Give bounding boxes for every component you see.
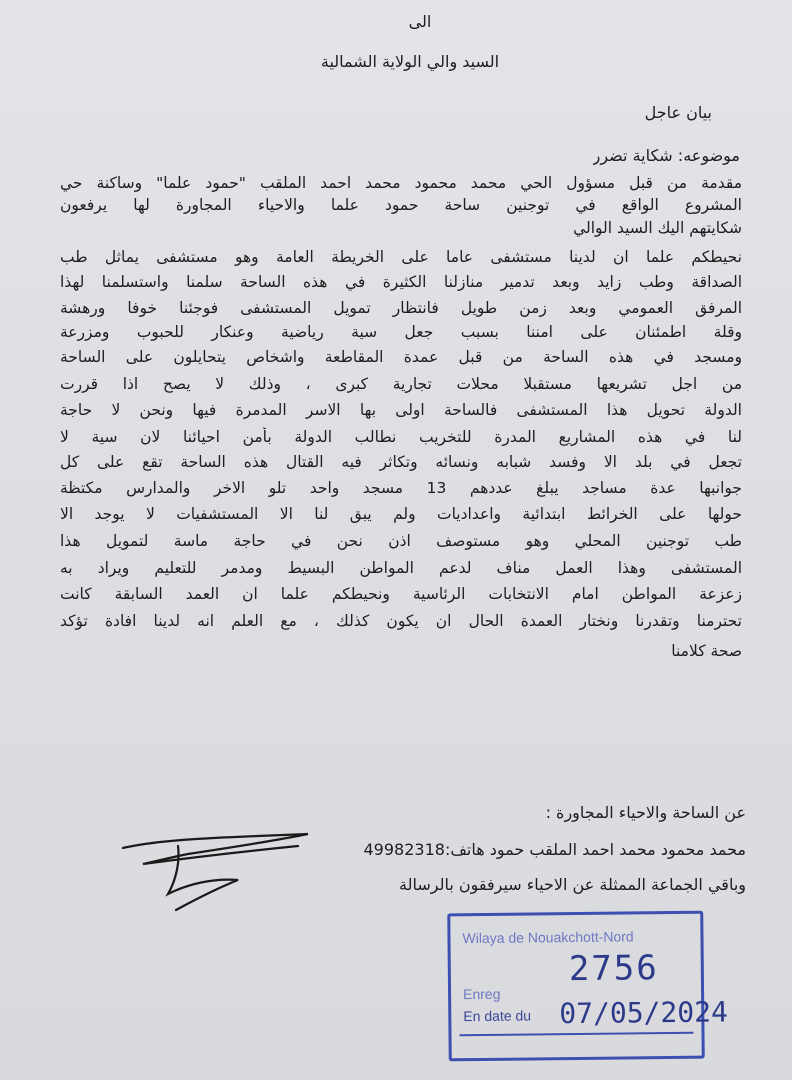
stamp-underline (459, 1032, 693, 1036)
body-line: المستشفى وهذا العمل مناف لدعم المواطن البسيط ومدمر للتعليم ويراد به (60, 559, 742, 577)
sender-name-phone: محمد محمود محمد احمد الملقب حمود هاتف:49982318 (363, 840, 746, 859)
stamp-enreg-label: Enreg (462, 985, 501, 1003)
body-line: الدولة تحويل هذا المستشفى فالساحة اولى بها الاسر المدمرة فيها ونحن لا حاجة (60, 401, 742, 419)
registration-stamp (447, 911, 729, 1062)
handwritten-signature (118, 818, 318, 918)
stamp-date-value: 07/05/2024 (559, 995, 729, 1031)
body-line: المشروع الواقع في توجنين ساحة حمود علما والاحياء المجاورة لها يرفعون (60, 196, 742, 214)
body-line: من اجل تشريعها مستقبلا محلات تجارية كبرى ، وذلك لا يصح اذا قررت (60, 375, 742, 393)
body-line: تحترمنا وتقدرنا ونختار العمدة الحال ان يكون كذلك ، مع العلم انه لدينا افادة تؤكد (60, 612, 742, 630)
body-line: وقلة اطمئنان على امننا بسبب جعل سية رياضية وعنكار للحبوب ومزرعة (60, 323, 742, 341)
body-line: صحة كلامنا (671, 642, 742, 660)
body-line: شكايتهم اليك السيد الوالي (573, 219, 742, 237)
body-line: حولها على الخرائط ابتدائية واعداديات ولم يبق لنا الا المستشفيات لا يوجد الا (60, 505, 742, 523)
recipient-addressee: السيد والي الولاية الشمالية (320, 52, 500, 71)
subject-line: موضوعه: شكاية تضرر (592, 146, 740, 165)
body-line: جوانبها عدة مساجد يبلغ عددهم 13 مسجد واحد تلو الاخر والمدارس مكتظة (60, 479, 742, 497)
signatories-header: عن الساحة والاحياء المجاورة : (545, 803, 746, 822)
stamp-date-label: En date du (463, 1007, 532, 1025)
other-signatories-note: وباقي الجماعة الممثلة عن الاحياء سيرفقون بالرسالة (399, 875, 746, 894)
body-line: مقدمة من قبل مسؤول الحي محمد محمود محمد احمد الملقب "حمود علما" وساكنة حي (60, 174, 742, 192)
body-line: المرفق العمومي وبعد زمن طويل فانتظار تمويل المستشفى فوجئنا خوفا ورهشة (60, 299, 742, 317)
body-line: زعزعة المواطن امام الانتخابات الرئاسية ونحيطكم علما ان العمد السابقة كانت (60, 585, 742, 603)
body-line: لنا في هذه المشاريع المدرة للتخريب نطالب الدولة بأمن احيائنا لان سية لا (60, 428, 742, 446)
body-line: تجعل في بلد الا وفسد شبابه ونسائه وتكاثر فيه القتال هذه الساحة تقع على كل (60, 453, 742, 471)
body-line: الصداقة وطب زايد وبعد تدمير منازلنا الكثيرة في هذه الساحة سلمنا واستسلمنا لهذا (60, 273, 742, 291)
stamp-number: 2756 (568, 948, 659, 990)
stamp-wilaya: Wilaya de Nouakchott-Nord (462, 928, 634, 947)
recipient-to: الى (408, 12, 432, 31)
body-line: طب توجنين المحلي وهو مستوصف اذن نحن في حاجة ماسة لتمويل هذا (60, 532, 742, 550)
urgent-statement-title: بيان عاجل (644, 103, 712, 122)
body-line: نحيطكم علما ان لدينا مستشفى عاما على الخريطة العامة وهو مستشفى يماثل طب (60, 248, 742, 266)
body-line: ومسجد في هذه الساحة من قبل عمدة المقاطعة واشخاص يتحايلون على الساحة (60, 348, 742, 366)
